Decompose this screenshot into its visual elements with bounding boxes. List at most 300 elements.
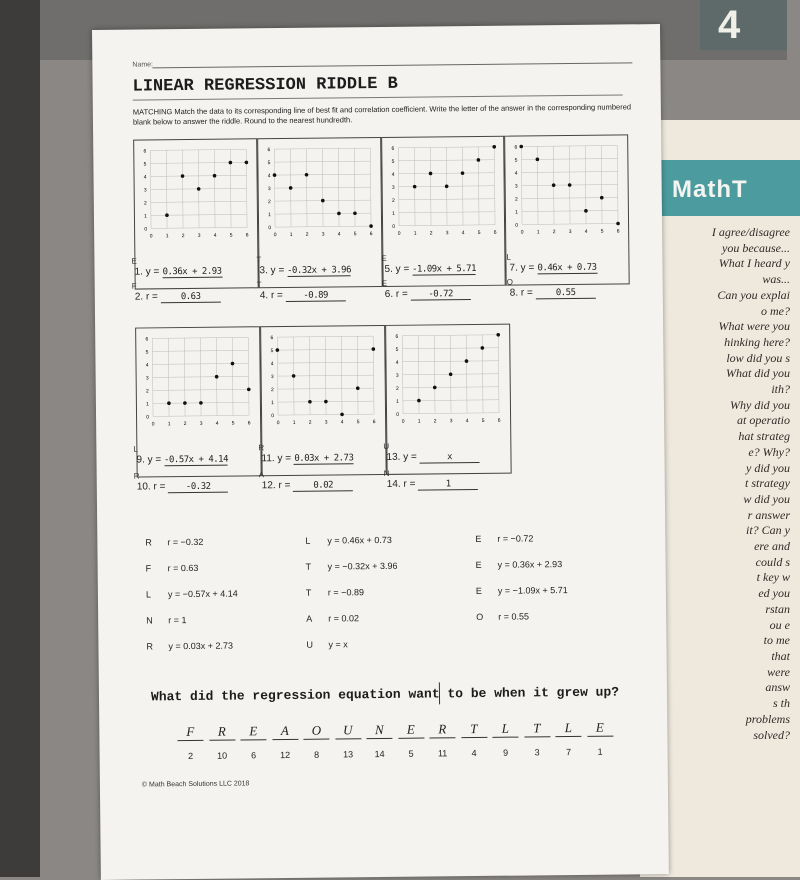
data-point	[321, 199, 325, 203]
answer-letter: A	[272, 723, 298, 740]
data-point	[213, 174, 217, 178]
y-tick-label: 5	[514, 157, 518, 164]
answer-number: 7	[566, 747, 572, 758]
poster-line: solved?	[753, 727, 790, 742]
answer-number: 8	[314, 749, 320, 760]
x-tick-label: 1	[165, 233, 169, 240]
blank-letter: R	[258, 443, 265, 453]
blank-answer[interactable]: x	[420, 452, 480, 464]
answer-number: 12	[280, 749, 291, 761]
poster-title: MathT	[672, 176, 748, 203]
data-point	[444, 184, 448, 188]
blank-answer[interactable]: -0.89	[286, 290, 346, 302]
riddle-question: What did the regression equation want to be when it grew up?	[150, 684, 620, 705]
blank-11	[258, 443, 386, 465]
pen-mark	[439, 682, 440, 704]
choice-letter: T	[305, 561, 312, 572]
choice-text: y = −1.09x + 5.71	[497, 585, 568, 596]
choice-letter: R	[146, 641, 154, 652]
x-tick-label: 2	[181, 233, 185, 240]
blank-8	[506, 277, 635, 299]
poster-line: were	[767, 664, 790, 679]
choice-text: r = 0.63	[167, 562, 199, 574]
y-tick-label: 0	[271, 413, 275, 420]
blank-letter: E	[381, 278, 388, 288]
blank-5	[381, 253, 509, 276]
choice-item	[306, 613, 359, 624]
data-point	[272, 173, 276, 177]
answer-letter: T	[524, 720, 550, 737]
blank-answer[interactable]: -0.72	[411, 289, 471, 301]
answer-slot[interactable]	[366, 722, 392, 759]
blank-letter: A	[258, 470, 265, 480]
y-tick-label: 2	[391, 197, 395, 204]
x-tick-label: 3	[449, 418, 453, 425]
answer-letter: E	[398, 722, 424, 739]
y-tick-label: 5	[143, 161, 147, 168]
choice-item	[306, 587, 364, 598]
poster-line: rstan	[765, 601, 790, 616]
y-tick-label: 6	[145, 336, 149, 343]
y-tick-label: 5	[395, 346, 399, 353]
answer-slot[interactable]	[177, 724, 203, 761]
y-tick-label: 2	[395, 385, 399, 392]
x-tick-label: 0	[151, 421, 155, 428]
data-point	[276, 348, 280, 352]
answer-slot[interactable]	[398, 722, 424, 759]
choice-item	[146, 589, 238, 600]
y-tick-label: 0	[144, 226, 148, 233]
x-tick-label: 5	[353, 231, 357, 238]
answer-number: 1	[597, 746, 603, 757]
x-tick-label: 6	[497, 417, 501, 424]
choice-text: r = −0.72	[497, 533, 534, 544]
blank-letter: T	[256, 280, 262, 290]
blank-answer[interactable]: -1.09x + 5.71	[412, 263, 477, 275]
blank-number: 10.	[136, 481, 151, 493]
poster-line: problems	[745, 711, 790, 726]
x-tick-label: 4	[461, 230, 465, 237]
answer-letter: L	[555, 720, 581, 737]
blank-lhs: r =	[403, 478, 416, 490]
data-point	[476, 158, 480, 162]
y-tick-label: 0	[268, 225, 271, 232]
x-tick-label: 4	[584, 228, 588, 235]
blank-9	[133, 444, 261, 466]
copyright-footer: © Math Beach Solutions LLC 2018	[141, 780, 250, 789]
answer-letter: F	[177, 724, 203, 741]
blank-letter: E	[131, 256, 137, 266]
y-tick-label: 3	[143, 187, 147, 194]
blank-6	[381, 278, 510, 301]
scatter-plot-3	[388, 143, 499, 238]
blank-lhs: y =	[147, 454, 162, 466]
blank-answer[interactable]: 0.46x + 0.73	[537, 262, 597, 274]
choice-item	[476, 611, 529, 622]
choice-letter: U	[306, 639, 314, 650]
y-tick-label: 1	[267, 212, 271, 219]
answer-slot[interactable]	[555, 720, 581, 757]
x-tick-label: 4	[337, 231, 341, 238]
x-tick-label: 2	[433, 418, 437, 425]
poster-line: What I heard y	[718, 256, 790, 271]
blank-answer[interactable]: 0.55	[536, 288, 596, 300]
scatter-plot-1	[140, 145, 251, 240]
answer-letter: R	[429, 721, 455, 738]
poster-line: at operatio	[737, 413, 790, 428]
data-point	[229, 161, 233, 165]
blank-number: 13.	[386, 451, 401, 463]
x-tick-label: 3	[197, 232, 201, 239]
blank-letter: N	[383, 468, 390, 478]
x-tick-label: 0	[397, 230, 401, 237]
data-point	[600, 196, 604, 200]
blank-lhs: r =	[153, 481, 166, 493]
name-label: Name:	[132, 61, 154, 69]
choice-text: y = x	[328, 639, 348, 650]
y-tick-label: 1	[515, 209, 519, 216]
blank-answer[interactable]: 0.03x + 2.73	[294, 453, 354, 464]
blank-answer[interactable]: 1	[418, 479, 478, 491]
answer-letter: E	[587, 720, 613, 737]
poster-line: e? Why?	[748, 444, 790, 459]
equation-row-2	[131, 277, 635, 303]
poster-line: y did you	[746, 460, 790, 475]
data-point	[520, 145, 524, 149]
blank-7	[506, 252, 634, 274]
answer-slot[interactable]	[303, 723, 329, 760]
choice-letter: E	[475, 559, 482, 571]
answer-slot[interactable]	[492, 721, 518, 758]
poster-line: you because...	[722, 240, 790, 255]
choice-letter: L	[145, 589, 151, 600]
data-point	[536, 158, 540, 162]
answer-letter: N	[366, 722, 392, 739]
choice-letter: R	[145, 537, 152, 548]
data-point	[247, 388, 251, 392]
poster-line: r answer	[747, 507, 790, 522]
poster-line: answ	[765, 680, 790, 695]
data-point	[492, 145, 496, 149]
blank-letter: T	[256, 255, 262, 265]
answer-number: 3	[534, 747, 540, 758]
background-left	[0, 0, 40, 877]
blank-lhs: y =	[145, 266, 160, 278]
x-tick-label: 6	[493, 229, 497, 236]
data-point	[369, 224, 373, 228]
choice-item	[476, 559, 563, 570]
x-tick-label: 5	[477, 229, 481, 236]
answer-number: 9	[503, 747, 509, 758]
y-tick-label: 6	[270, 335, 274, 342]
x-tick-label: 5	[600, 228, 604, 235]
x-tick-label: 4	[465, 418, 469, 425]
data-point	[337, 212, 341, 216]
data-point	[496, 333, 500, 337]
y-tick-label: 4	[267, 173, 271, 180]
choice-text: y = −0.57x + 4.14	[167, 588, 238, 600]
x-tick-label: 2	[305, 231, 309, 238]
data-point	[183, 401, 187, 405]
scatter-plot-7	[392, 331, 503, 426]
x-tick-label: 4	[215, 420, 219, 427]
answer-letter: T	[461, 721, 487, 738]
poster-line: could s	[755, 554, 790, 569]
poster-line: hat strateg	[738, 429, 790, 444]
worksheet	[92, 24, 669, 880]
y-tick-label: 6	[143, 148, 147, 155]
x-tick-label: 5	[481, 417, 485, 424]
y-tick-label: 1	[146, 401, 149, 408]
poster-line: low did you s	[726, 350, 790, 365]
data-point	[181, 174, 185, 178]
data-point	[304, 173, 308, 177]
x-tick-label: 2	[308, 419, 312, 426]
answer-number: 11	[437, 748, 448, 759]
answer-number: 13	[343, 749, 354, 760]
x-tick-label: 0	[520, 229, 524, 236]
y-tick-label: 4	[270, 361, 274, 368]
choice-text: r = −0.89	[327, 587, 364, 598]
choice-letter: E	[475, 585, 482, 597]
answer-letter: L	[492, 721, 518, 738]
x-tick-label: 0	[273, 232, 277, 239]
y-tick-label: 6	[390, 145, 394, 152]
blank-letter: L	[506, 252, 511, 262]
blank-lhs: y =	[520, 262, 535, 274]
data-point	[353, 211, 357, 215]
x-tick-label: 3	[445, 230, 449, 237]
y-tick-label: 2	[144, 200, 147, 207]
answer-letter: E	[240, 723, 266, 740]
answer-slot[interactable]	[240, 723, 266, 760]
choice-item	[145, 537, 203, 548]
choice-letter: O	[476, 611, 484, 623]
blank-lhs: r =	[270, 290, 283, 302]
y-tick-label: 1	[144, 213, 147, 220]
data-point	[449, 372, 453, 376]
blank-answer[interactable]: -0.57x + 4.14	[163, 454, 229, 466]
y-tick-label: 3	[391, 184, 395, 191]
y-tick-label: 3	[515, 183, 518, 190]
choice-text: r = 0.55	[498, 611, 529, 622]
y-tick-label: 1	[271, 400, 274, 407]
y-tick-label: 2	[145, 388, 149, 395]
blank-answer[interactable]: 0.63	[161, 292, 221, 304]
x-tick-label: 0	[149, 233, 153, 240]
blank-letter: U	[383, 441, 390, 451]
data-point	[165, 213, 169, 217]
data-point	[372, 347, 376, 351]
blank-4	[256, 280, 385, 302]
data-point	[412, 185, 416, 189]
choice-item	[146, 615, 186, 625]
y-tick-label: 6	[514, 144, 518, 151]
y-tick-label: 0	[396, 411, 400, 418]
y-tick-label: 1	[391, 210, 395, 217]
poster-line: s th	[772, 696, 790, 711]
poster-line: o me?	[761, 303, 790, 318]
x-tick-label: 4	[213, 232, 217, 239]
x-tick-label: 0	[276, 420, 280, 427]
x-tick-label: 2	[552, 229, 556, 236]
x-tick-label: 1	[289, 231, 293, 238]
poster-line: w did you	[743, 491, 790, 506]
choice-letter: L	[305, 535, 311, 546]
answer-slot[interactable]	[587, 720, 613, 757]
choice-text: y = −0.32x + 3.96	[327, 560, 398, 572]
data-point	[460, 171, 464, 175]
data-point	[465, 359, 469, 363]
data-point	[292, 374, 296, 378]
poster-line: What did you	[726, 366, 790, 381]
poster-line: Can you explai	[717, 287, 790, 302]
blank-number: 2.	[134, 291, 144, 303]
choice-letter: A	[306, 613, 313, 624]
x-tick-label: 6	[616, 228, 620, 235]
poster-line: Why did you	[730, 397, 790, 412]
blank-3	[256, 255, 384, 277]
data-point	[308, 400, 312, 404]
data-point	[199, 401, 203, 405]
answer-slot[interactable]	[335, 722, 361, 759]
data-point	[568, 183, 572, 187]
choice-text: r = 0.02	[328, 613, 360, 624]
blank-lhs: y =	[270, 264, 285, 277]
answer-slot[interactable]	[209, 724, 235, 761]
answer-slot[interactable]	[461, 721, 487, 758]
data-point	[197, 187, 201, 191]
answer-number: 6	[251, 750, 257, 761]
x-tick-label: 0	[401, 418, 405, 425]
blank-letter: E	[381, 253, 387, 263]
choice-item	[305, 535, 392, 546]
y-tick-label: 2	[270, 387, 274, 394]
choice-item	[146, 563, 199, 574]
data-point	[428, 172, 432, 176]
blank-1	[131, 256, 259, 278]
blank-letter: R	[133, 471, 140, 481]
answer-number: 14	[374, 748, 385, 760]
x-tick-label: 5	[231, 420, 235, 427]
x-tick-label: 1	[167, 421, 171, 428]
y-tick-label: 4	[391, 171, 395, 178]
poster-text	[650, 225, 790, 743]
poster-line: What were you	[718, 319, 790, 334]
blank-number: 9.	[136, 454, 145, 466]
blank-lhs: r =	[145, 291, 158, 303]
answer-slot[interactable]	[429, 721, 455, 758]
blank-answer[interactable]: 0.36x + 2.93	[162, 266, 222, 278]
blank-number: 6.	[384, 288, 394, 300]
name-line	[152, 62, 632, 68]
blank-10	[133, 471, 262, 493]
answer-number: 5	[408, 748, 414, 759]
data-point	[584, 209, 588, 213]
x-tick-label: 3	[568, 228, 572, 236]
answer-number: 4	[471, 748, 477, 759]
y-tick-label: 0	[146, 414, 150, 421]
y-tick-label: 2	[267, 199, 271, 206]
answer-letter: R	[209, 724, 235, 741]
blank-letter: L	[133, 444, 138, 454]
blank-lhs: y =	[277, 452, 292, 465]
y-tick-label: 4	[143, 174, 147, 181]
data-point	[552, 183, 556, 187]
blank-lhs: r =	[520, 287, 533, 299]
data-point	[417, 399, 421, 403]
choice-item	[146, 641, 233, 652]
y-tick-label: 4	[145, 362, 149, 369]
poster-line: t strategy	[745, 476, 790, 491]
y-tick-label: 3	[145, 375, 149, 382]
data-point	[167, 401, 171, 405]
answer-letter: O	[303, 723, 329, 740]
x-tick-label: 3	[321, 231, 325, 238]
riddle-answer-blanks	[177, 720, 617, 775]
blank-number: 12.	[261, 480, 276, 492]
blank-number: 8.	[509, 287, 519, 299]
blank-lhs: r =	[278, 479, 291, 492]
data-point	[433, 386, 437, 390]
poster-line: it? Can y	[746, 523, 790, 538]
y-tick-label: 5	[270, 348, 274, 355]
data-point	[616, 222, 620, 226]
blank-2	[131, 281, 260, 303]
y-tick-label: 2	[515, 196, 519, 203]
blank-number: 5.	[384, 263, 393, 275]
choice-letter: F	[145, 563, 152, 574]
choice-item	[306, 561, 398, 572]
equation-row-4	[133, 468, 637, 493]
x-tick-label: 6	[245, 232, 249, 239]
x-tick-label: 1	[417, 418, 421, 425]
blank-answer[interactable]: -0.32x + 3.96	[287, 265, 352, 276]
answer-slot[interactable]	[272, 723, 298, 760]
y-tick-label: 5	[391, 158, 394, 165]
blank-answer[interactable]: -0.32	[168, 482, 228, 494]
blank-answer[interactable]: 0.02	[293, 480, 353, 492]
y-tick-label: 5	[145, 349, 149, 356]
data-point	[356, 386, 360, 390]
data-point	[324, 400, 328, 404]
blank-letter: F	[131, 281, 137, 291]
blank-12	[258, 470, 387, 492]
corner-badge: 4	[700, 0, 787, 50]
blank-lhs: y =	[403, 451, 417, 463]
poster-line: t key w	[756, 570, 790, 585]
data-point	[245, 161, 249, 165]
blank-letter: O	[506, 277, 513, 287]
y-tick-label: 0	[515, 222, 519, 229]
choice-text: y = 0.46x + 0.73	[327, 534, 392, 546]
blank-14	[383, 468, 512, 491]
y-tick-label: 6	[395, 333, 399, 340]
data-point	[289, 186, 293, 190]
poster-line: hinking here?	[724, 334, 790, 349]
instructions: MATCHING Match the data to its corresponding line of best fit and correlation coefficient. Write the letter of the answer in the corresponding numbered blank below to answer the riddle. Round to the nearest hundredth.	[132, 102, 632, 127]
scatter-plot-6	[267, 332, 378, 427]
poster-line: to me	[763, 633, 790, 648]
y-tick-label: 1	[396, 398, 399, 405]
scatter-plot-2	[264, 144, 375, 239]
y-tick-label: 0	[391, 223, 395, 230]
choice-item	[476, 585, 568, 596]
answer-slot[interactable]	[524, 720, 550, 757]
x-tick-label: 6	[247, 420, 251, 427]
choice-item	[306, 639, 347, 649]
choice-letter: E	[475, 533, 482, 545]
